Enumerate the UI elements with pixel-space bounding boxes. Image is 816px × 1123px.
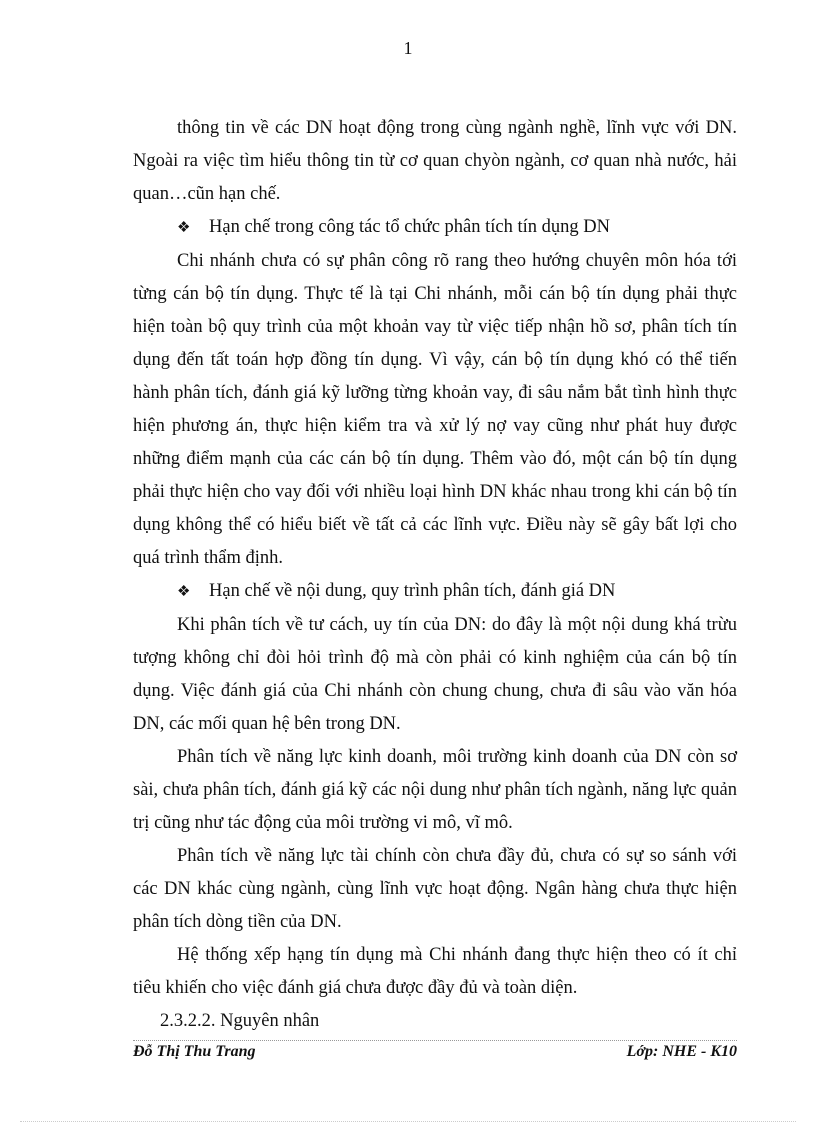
footer-class: Lớp: NHE - K10 <box>626 1043 737 1060</box>
paragraph: Chi nhánh chưa có sự phân công rõ rang theo hướng chuyên môn hóa tới từng cán bộ tín dụng. Thực tế là tại Chi nhánh, mỗi cán bộ tín dụng phải thực hiện toàn bộ quy trình của một khoản vay từ việc tiếp nhận hồ sơ, phân tích tín dụng đến tất toán hợp đồng tín dụng. Vì vậy, cán bộ tín dụng khó có thể tiến hành phân tích, đánh giá kỹ lưỡng từng khoản vay, đi sâu nắm bắt tình hình thực hiện phương án, thực hiện kiểm tra và xử lý nợ vay cũng như phát huy được những điểm mạnh của các cán bộ tín dụng. Thêm vào đó, một cán bộ tín dụng phải thực hiện cho vay đối với nhiều loại hình DN khác nhau trong khi cán bộ tín dụng không thể có hiểu biết về tất cả các lĩnh vực. Điều này sẽ gây bất lợi cho quá trình thẩm định. <box>133 251 737 568</box>
bullet-text: Hạn chế trong công tác tổ chức phân tích tín dụng DN <box>209 217 610 237</box>
paragraph: thông tin về các DN hoạt động trong cùng ngành nghề, lĩnh vực với DN. Ngoài ra việc tìm hiểu thông tin từ cơ quan chyòn ngành, cơ quan nhà nước, hải quan…cũn hạn chế. <box>133 118 737 204</box>
paragraph: Khi phân tích về tư cách, uy tín của DN: do đây là một nội dung khá trừu tượng không chỉ đòi hỏi trình độ mà còn phải có kinh nghiệm của cán bộ tín dụng. Việc đánh giá của Chi nhánh còn chung chung, chưa đi sâu vào văn hóa DN, các mối quan hệ bên trong DN. <box>133 615 737 734</box>
footer-author: Đỗ Thị Thu Trang <box>133 1043 256 1060</box>
paragraph: Phân tích về năng lực kinh doanh, môi trường kinh doanh của DN còn sơ sài, chưa phân tích, đánh giá kỹ các nội dung như phân tích ngành, năng lực quản trị cũng như tác động của môi trường vi mô, vĩ mô. <box>133 747 737 833</box>
bullet-text: Hạn chế về nội dung, quy trình phân tích, đánh giá DN <box>209 581 616 601</box>
document-body <box>133 112 737 1038</box>
page-footer <box>133 1043 737 1061</box>
bullet-heading <box>133 211 737 245</box>
section-heading: 2.3.2.2. Nguyên nhân <box>160 1011 320 1031</box>
page-number: 1 <box>403 38 413 58</box>
bullet-heading <box>133 575 737 609</box>
diamond-bullet-icon: ❖ <box>177 220 191 236</box>
page-bottom-divider <box>20 1121 796 1122</box>
footer-divider <box>133 1040 737 1041</box>
paragraph: Hệ thống xếp hạng tín dụng mà Chi nhánh đang thực hiện theo có ít chỉ tiêu khiến cho việc đánh giá chưa được đầy đủ và toàn diện. <box>133 945 737 998</box>
diamond-bullet-icon: ❖ <box>177 584 191 600</box>
paragraph: Phân tích về năng lực tài chính còn chưa đầy đủ, chưa có sự so sánh với các DN khác cùng ngành, cùng lĩnh vực hoạt động. Ngân hàng chưa thực hiện phân tích dòng tiền của DN. <box>133 846 737 932</box>
